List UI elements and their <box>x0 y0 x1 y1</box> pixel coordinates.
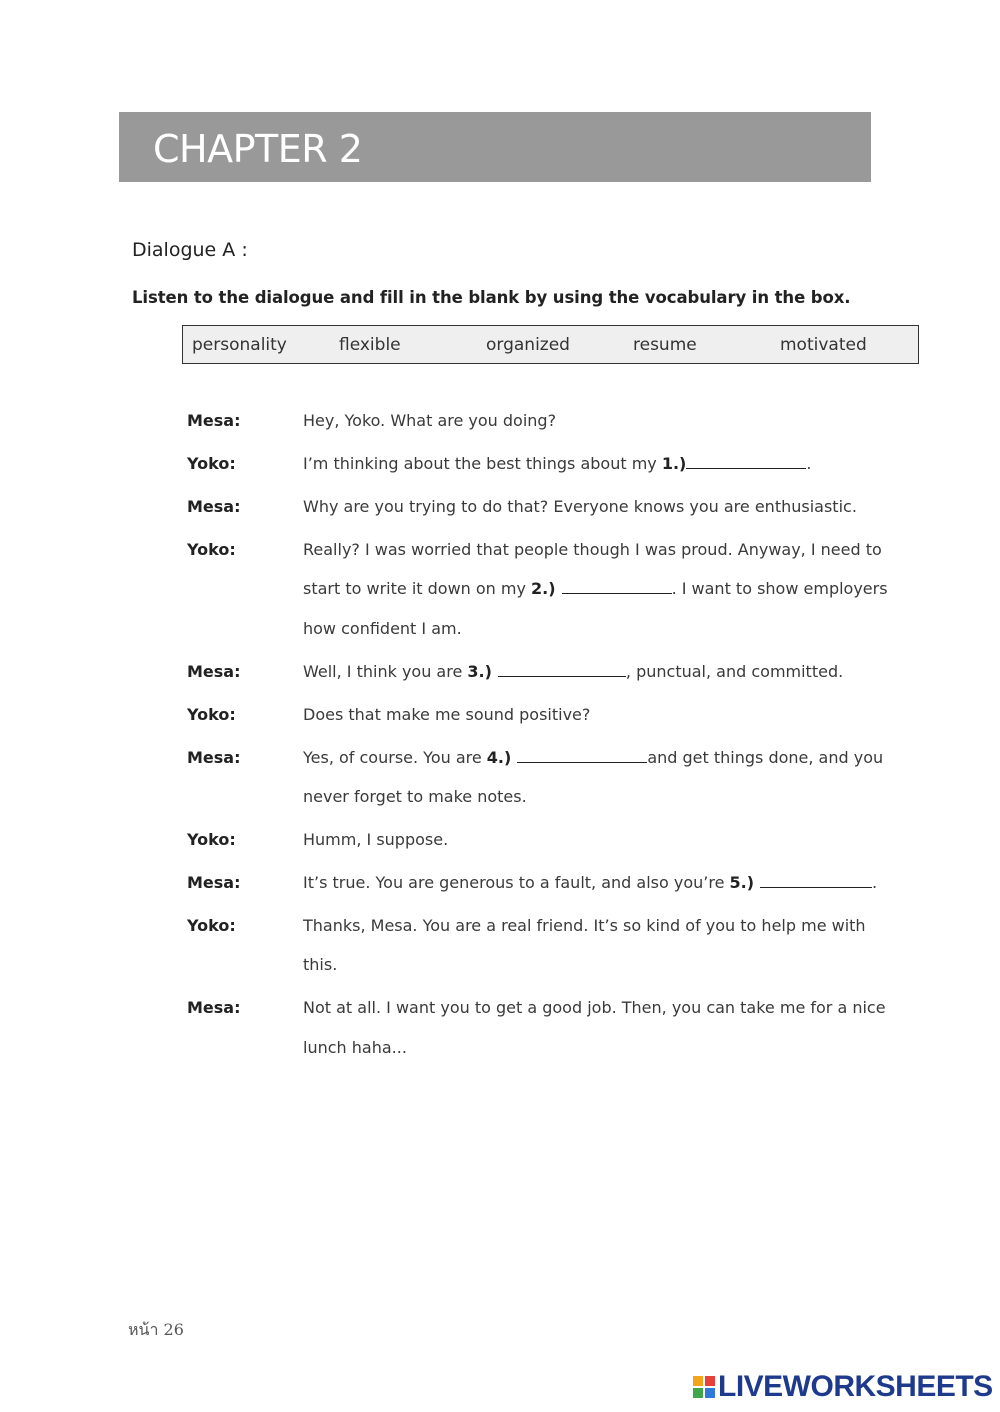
speaker-label: Yoko: <box>187 454 236 473</box>
dialogue-line: Why are you trying to do that? Everyone knows you are enthusiastic. <box>303 497 857 516</box>
line-text: start to write it down on my <box>303 579 532 598</box>
line-text: I’m thinking about the best things about my <box>303 454 662 473</box>
line-text: Well, I think you are <box>303 662 468 681</box>
blank-number: 5.) <box>729 873 755 892</box>
speaker-label: Mesa: <box>187 873 241 892</box>
chapter-title: CHAPTER 2 <box>153 127 363 171</box>
answer-blank-4[interactable] <box>517 748 647 763</box>
speaker-label: Yoko: <box>187 830 236 849</box>
dialogue-line: Humm, I suppose. <box>303 830 449 849</box>
dialogue-line: this. <box>303 955 338 974</box>
liveworksheets-logo[interactable] <box>693 1372 993 1402</box>
dialogue-line: never forget to make notes. <box>303 787 527 806</box>
line-text: . I want to show employers <box>671 579 888 598</box>
line-text: . <box>806 454 812 473</box>
speaker-label: Mesa: <box>187 662 241 681</box>
dialogue-line <box>303 579 888 598</box>
dialogue-line: Does that make me sound positive? <box>303 705 591 724</box>
dialogue-line <box>303 662 843 681</box>
speaker-label: Mesa: <box>187 748 241 767</box>
speaker-label: Mesa: <box>187 998 241 1017</box>
dialogue-line <box>303 454 811 473</box>
blank-number: 2.) <box>531 579 556 598</box>
answer-blank-3[interactable] <box>498 662 626 677</box>
speaker-label: Yoko: <box>187 916 236 935</box>
dialogue-line: Not at all. I want you to get a good job. Then, you can take me for a nice <box>303 998 886 1017</box>
vocab-word: personality <box>192 335 287 355</box>
chapter-banner <box>119 112 871 182</box>
vocab-word: motivated <box>780 335 867 355</box>
dialogue-line <box>303 748 883 767</box>
speaker-label: Mesa: <box>187 497 241 516</box>
liveworksheets-logo-icon <box>693 1376 715 1398</box>
vocab-word: resume <box>633 335 697 355</box>
line-text: It’s true. You are generous to a fault, and also you’re <box>303 873 730 892</box>
page-number: หน้า 26 <box>128 1320 184 1339</box>
dialogue-line: Thanks, Mesa. You are a real friend. It’s so kind of you to help me with <box>303 916 866 935</box>
answer-blank-5[interactable] <box>760 873 872 888</box>
dialogue-line: Really? I was worried that people though I was proud. Anyway, I need to <box>303 540 882 559</box>
speaker-label: Yoko: <box>187 540 236 559</box>
line-text: and get things done, and you <box>647 748 884 767</box>
section-title: Dialogue A : <box>132 239 248 261</box>
dialogue-line: Hey, Yoko. What are you doing? <box>303 411 557 430</box>
speaker-label: Yoko: <box>187 705 236 724</box>
blank-number: 1.) <box>661 454 687 473</box>
blank-number: 4.) <box>486 748 512 767</box>
answer-blank-2[interactable] <box>562 579 672 594</box>
dialogue-line <box>303 873 877 892</box>
brand-name: LIVEWORKSHEETS <box>718 1370 993 1403</box>
vocab-word: flexible <box>339 335 401 355</box>
vocabulary-box <box>182 325 919 364</box>
dialogue-line: how confident I am. <box>303 619 462 638</box>
instruction-text: Listen to the dialogue and fill in the blank by using the vocabulary in the box. <box>132 288 851 307</box>
blank-number: 3.) <box>467 662 492 681</box>
speaker-label: Mesa: <box>187 411 241 430</box>
line-text: Yes, of course. You are <box>303 748 487 767</box>
dialogue-line: lunch haha... <box>303 1038 407 1057</box>
answer-blank-1[interactable] <box>686 454 806 469</box>
vocab-word: organized <box>486 335 570 355</box>
line-text: , punctual, and committed. <box>625 662 844 681</box>
line-text: . <box>872 873 878 892</box>
